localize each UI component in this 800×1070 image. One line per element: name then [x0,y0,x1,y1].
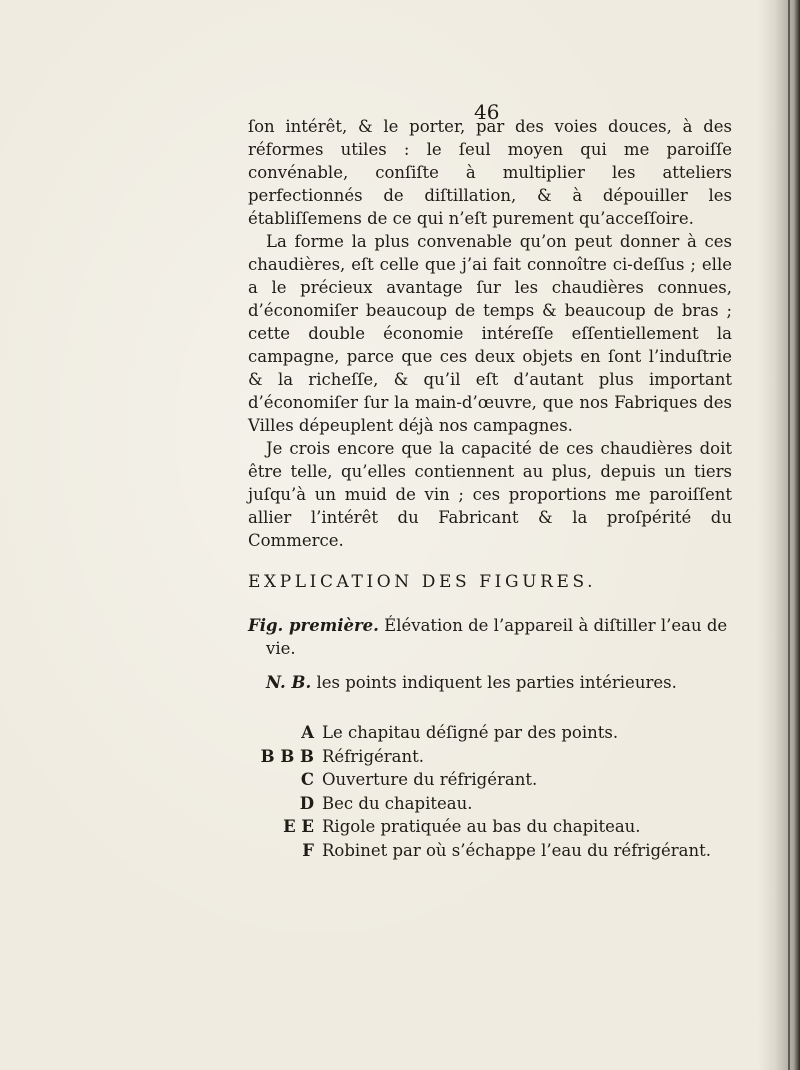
section-heading: EXPLICATION DES FIGURES. [248,572,597,592]
legend-key: F [302,840,314,860]
paragraph-1: ſon intérêt, & le porter, par des voies douces, à des réformes utiles : le ſeul moyen qui me paroiſſe convénable, conſiſte à multiplier les atteliers perfectionnés de diſtillation, & à dépouiller les établiſſemens de ce qui n’eſt purement qu’acceſſoire. [248,117,732,228]
page-number: 46 [474,100,500,124]
legend-key: B B B [260,746,314,766]
legend-description: Le chapitau déſigné par des points. [322,723,619,742]
legend-key: C [300,770,314,789]
legend-description: Rigole pratiquée au bas du chapiteau. [322,817,641,836]
legend-description: Ouverture du réfrigérant. [322,770,538,789]
binding-edge-line [788,0,790,1070]
legend-item [248,792,768,816]
legend-item [248,839,768,863]
legend-description: Bec du chapiteau. [322,793,473,813]
paragraph-2: La forme la plus convenable qu’on peut donner à ces chaudières, eſt celle que j’ai fait connoître ci-deſſus ; elle a le précieux avantage ſur les chaudières connues, d’économiſer beaucoup de temps & beaucoup de bras ; cette double économie intéreſſe eſſentiellement la campagne, parce que ces deux objets en ſont l’induſtrie & la richeſſe, & qu’il eſt d’autant plus important d’économiſer ſur la main-d’œuvre, que nos Fabriques des Villes dépeuplent déjà nos campagnes. [248,232,732,435]
nota-bene-label: N. B. [266,673,312,692]
legend-key: D [299,793,314,813]
figure-label: Fig. première. [248,616,379,635]
legend-item [248,768,768,792]
legend-key: A [301,723,314,742]
nota-bene [266,671,677,694]
body-text [248,115,732,552]
paragraph-3: Je crois encore que la capacité de ces chaudières doit être telle, qu’elles contiennent au plus, depuis un tiers juſqu’à un muid de vin ; ces proportions me paroiſſent allier l’intérêt du Fabricant & la proſpérité du Commerce. [248,439,732,550]
figure-caption-line-1: Élévation de l’appareil à diſtiller l’eau de [384,616,728,635]
legend-description: Réfrigérant. [322,746,425,766]
legend-key: E E [283,817,314,836]
legend-item [248,815,768,839]
figure-legend [248,721,768,862]
legend-description: Robinet par où s’échappe l’eau du réfrigérant. [322,840,712,860]
legend-item [248,745,768,769]
figure-caption [248,614,738,660]
legend-item [248,721,768,745]
nota-bene-text: les points indiquent les parties intérieures. [316,673,677,692]
binding-gutter [758,0,800,1070]
figure-caption-line-2: vie. [266,639,296,658]
